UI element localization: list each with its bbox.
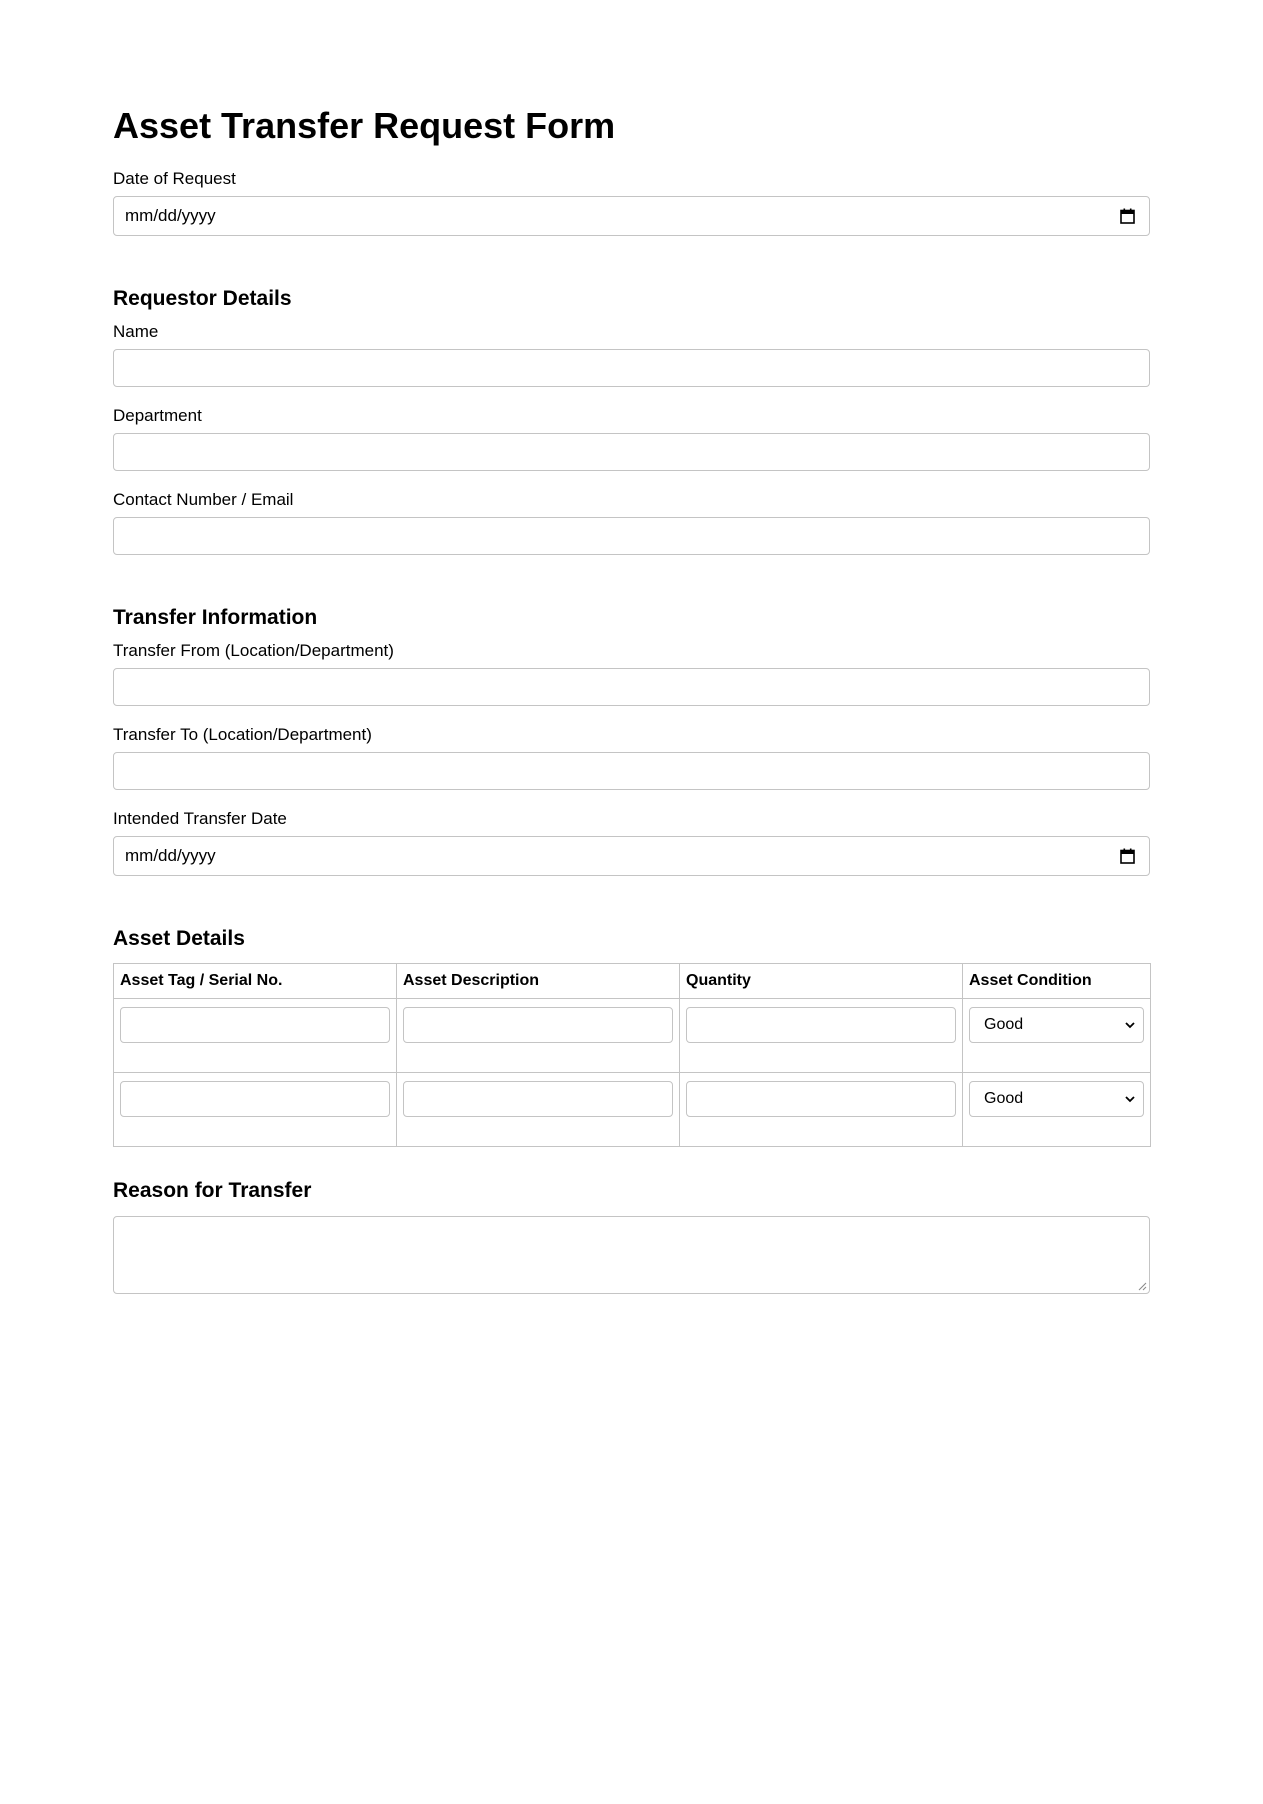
name-input[interactable] (113, 349, 1150, 387)
date-placeholder: mm/dd/yyyy (125, 206, 216, 225)
calendar-icon[interactable] (1120, 208, 1135, 224)
department-input[interactable] (113, 433, 1150, 471)
asset-tag-input[interactable] (120, 1007, 390, 1043)
intended-date-input[interactable] (113, 836, 1150, 876)
table-header-row (114, 964, 1151, 999)
resize-grip-icon[interactable] (1138, 1282, 1147, 1291)
column-header: Asset Condition (963, 964, 1151, 999)
asset-description-input[interactable] (403, 1081, 673, 1117)
transfer-to-label: Transfer To (Location/Department) (113, 725, 372, 744)
transfer-information-heading: Transfer Information (113, 606, 318, 629)
date-of-request-input[interactable] (113, 196, 1150, 236)
table-row (114, 1073, 1151, 1147)
select-value: Good (984, 1090, 1024, 1107)
intended-date-label: Intended Transfer Date (113, 809, 287, 828)
name-label: Name (113, 322, 159, 341)
chevron-down-icon (1125, 1095, 1135, 1103)
page-title: Asset Transfer Request Form (113, 105, 616, 146)
contact-label: Contact Number / Email (113, 490, 294, 509)
department-label: Department (113, 406, 202, 425)
reason-textarea[interactable] (113, 1216, 1150, 1294)
table-cell (963, 1073, 1151, 1147)
column-header: Asset Tag / Serial No. (114, 964, 397, 999)
column-header: Quantity (680, 964, 963, 999)
date-of-request-label: Date of Request (113, 169, 236, 188)
asset-details-heading: Asset Details (113, 927, 245, 950)
asset-table (113, 963, 1151, 1147)
date-placeholder: mm/dd/yyyy (125, 846, 216, 865)
transfer-to-input[interactable] (113, 752, 1150, 790)
asset-description-input[interactable] (403, 1007, 673, 1043)
table-cell (680, 999, 963, 1073)
table-cell (114, 1073, 397, 1147)
asset-condition-select[interactable] (969, 1081, 1144, 1117)
chevron-down-icon (1125, 1021, 1135, 1029)
table-cell (397, 999, 680, 1073)
reason-heading: Reason for Transfer (113, 1179, 312, 1202)
table-cell (680, 1073, 963, 1147)
asset-condition-select[interactable] (969, 1007, 1144, 1043)
transfer-from-input[interactable] (113, 668, 1150, 706)
table-row (114, 999, 1151, 1073)
quantity-input[interactable] (686, 1081, 956, 1117)
asset-tag-input[interactable] (120, 1081, 390, 1117)
select-value: Good (984, 1016, 1024, 1033)
quantity-input[interactable] (686, 1007, 956, 1043)
transfer-from-label: Transfer From (Location/Department) (113, 641, 394, 660)
table-cell (397, 1073, 680, 1147)
table-cell (963, 999, 1151, 1073)
column-header: Asset Description (397, 964, 680, 999)
contact-input[interactable] (113, 517, 1150, 555)
requestor-details-heading: Requestor Details (113, 287, 292, 310)
table-cell (114, 999, 397, 1073)
calendar-icon[interactable] (1120, 848, 1135, 864)
